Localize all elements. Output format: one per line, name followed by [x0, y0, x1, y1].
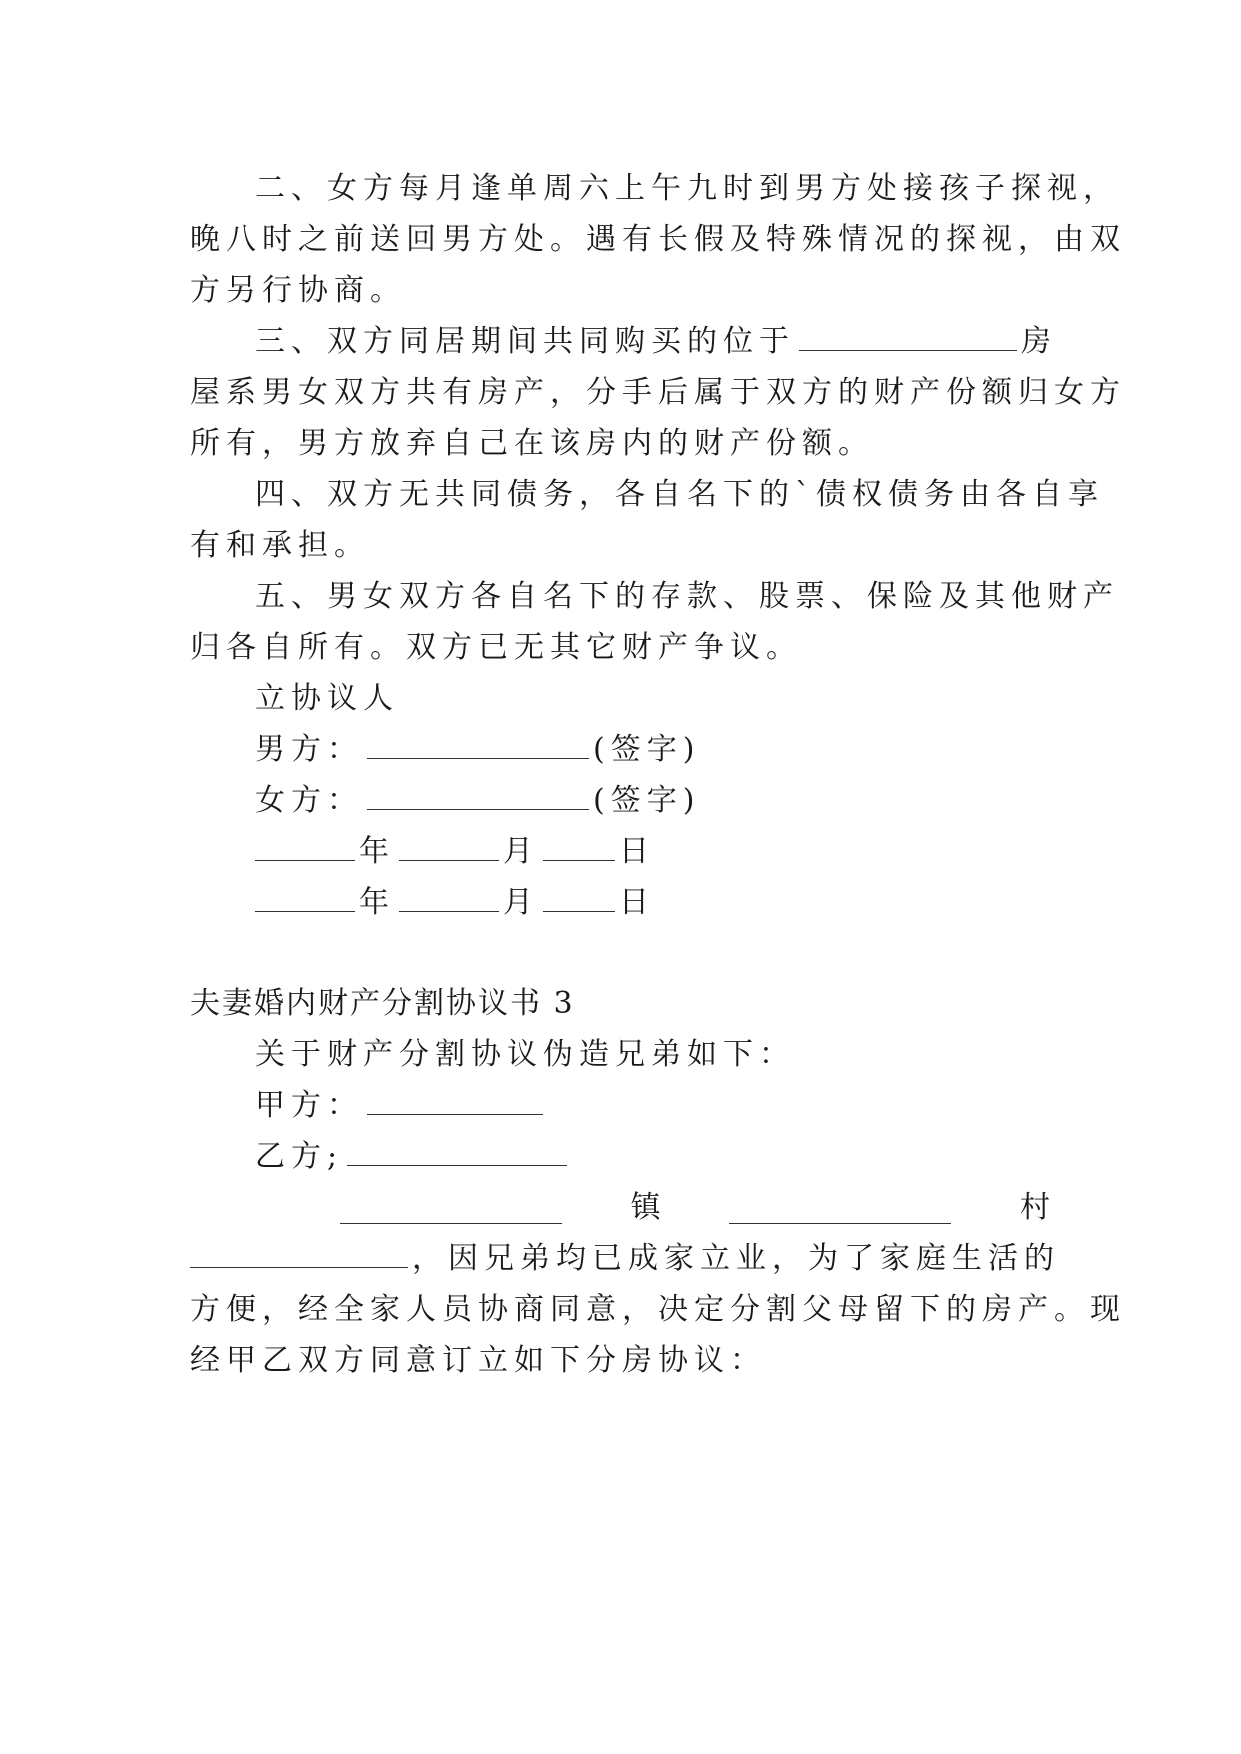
document-3-title: 夫妻婚内财产分割协议书 3 — [190, 986, 575, 1021]
year-label: 年 — [359, 834, 395, 869]
house-location-blank — [799, 320, 1017, 351]
village-blank — [729, 1193, 951, 1224]
party-a-line — [255, 1077, 1050, 1135]
day-label: 日 — [619, 834, 655, 869]
year-label: 年 — [359, 885, 395, 920]
day-blank — [543, 881, 615, 912]
clause-4-line-2: 有和承担。 — [190, 528, 370, 563]
clause-3-house-word: 房 — [1021, 324, 1057, 359]
clause-4-line-1: 四、双方无共同债务，各自名下的`债权债务由各自享 — [255, 477, 1104, 512]
male-signature-blank — [367, 728, 589, 759]
clause-2-line-3: 方另行协商。 — [190, 273, 406, 308]
male-sign-note: (签字) — [593, 732, 701, 767]
day-label: 日 — [619, 885, 655, 920]
month-label: 月 — [503, 885, 539, 920]
year-blank — [255, 830, 355, 861]
month-blank — [399, 830, 499, 861]
party-b-line — [255, 1128, 1050, 1186]
female-label: 女方： — [255, 783, 363, 818]
location-line-2-text: ，因兄弟均已成家立业，为了家庭生活的 — [412, 1241, 1060, 1276]
female-signature-blank — [367, 779, 589, 810]
month-blank — [399, 881, 499, 912]
male-label: 男方： — [255, 732, 363, 767]
clause-2-line-1: 二、女方每月逢单周六上午九时到男方处接孩子探视， — [255, 171, 1119, 206]
clause-5-line-1: 五、男女双方各自名下的存款、股票、保险及其他财产 — [255, 579, 1119, 614]
month-label: 月 — [503, 834, 539, 869]
clause-3-text: 三、双方同居期间共同购买的位于 — [255, 324, 795, 359]
male-signature-line — [255, 721, 1050, 779]
location-line-4: 经甲乙双方同意订立如下分房协议： — [190, 1343, 766, 1378]
party-a-blank — [367, 1084, 543, 1115]
location-line-2 — [190, 1230, 1060, 1288]
female-sign-note: (签字) — [593, 783, 701, 818]
clause-3-line-2: 屋系男女双方共有房产，分手后属于双方的财产份额归女方 — [190, 375, 1126, 410]
clause-2-line-2: 晚八时之前送回男方处。遇有长假及特殊情况的探视，由双 — [190, 222, 1126, 257]
year-blank — [255, 881, 355, 912]
signatory-title: 立协议人 — [255, 681, 399, 716]
address-blank — [190, 1237, 408, 1268]
party-b-label: 乙方; — [255, 1139, 344, 1174]
party-b-blank — [347, 1135, 567, 1166]
location-line — [340, 1179, 1050, 1237]
female-signature-line — [255, 772, 1050, 830]
location-line-3: 方便，经全家人员协商同意，决定分割父母留下的房产。现 — [190, 1292, 1126, 1327]
clause-3-line-1 — [255, 313, 1057, 371]
day-blank — [543, 830, 615, 861]
date-line-1 — [255, 823, 1050, 881]
clause-5-line-2: 归各自所有。双方已无其它财产争议。 — [190, 630, 802, 665]
town-label: 镇 — [630, 1190, 661, 1225]
village-label: 村 — [1019, 1190, 1050, 1225]
town-blank — [340, 1193, 562, 1224]
document-3-intro: 关于财产分割协议伪造兄弟如下： — [255, 1037, 795, 1072]
clause-3-line-3: 所有，男方放弃自己在该房内的财产份额。 — [190, 426, 874, 461]
party-a-label: 甲方： — [255, 1088, 363, 1123]
date-line-2 — [255, 874, 1050, 932]
